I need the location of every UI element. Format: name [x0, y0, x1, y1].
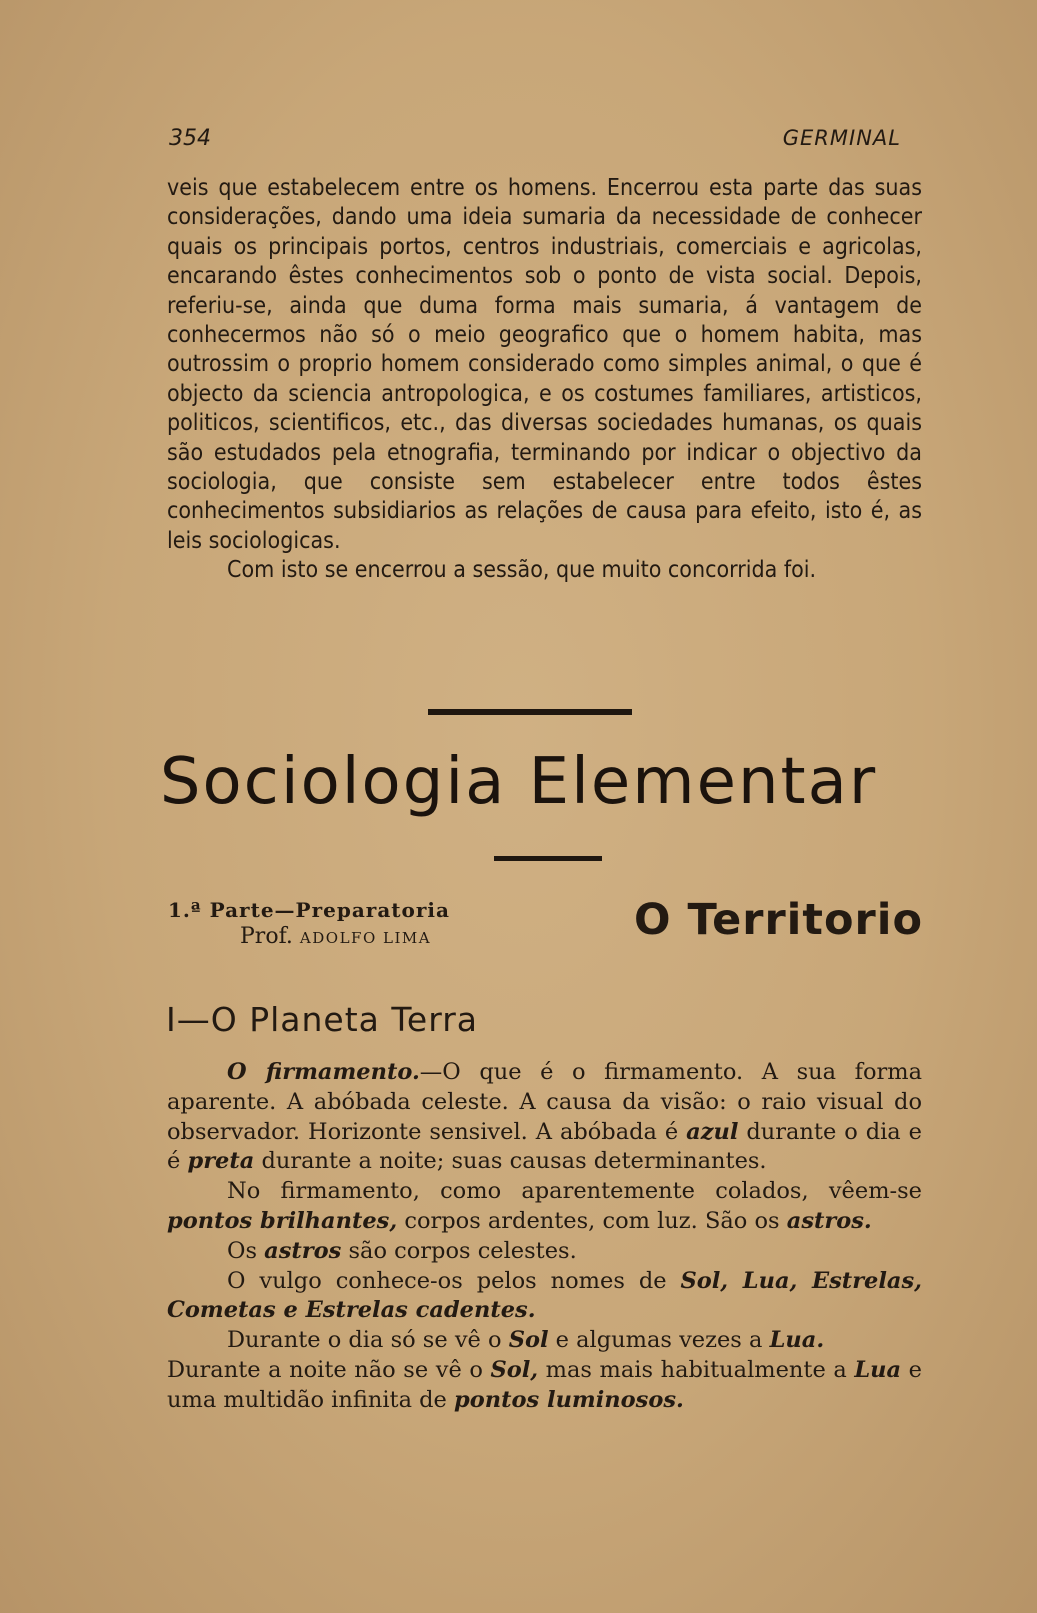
emphasis-term: Sol,: [490, 1356, 539, 1383]
emphasis-term: pontos luminosos.: [454, 1386, 684, 1413]
page-number: 354: [169, 126, 211, 151]
lesson-text-run: Os: [227, 1237, 265, 1264]
section-divider-top: [428, 709, 632, 715]
emphasis-term: Lua: [854, 1356, 902, 1383]
topic-title: O Territorio: [633, 895, 923, 945]
lesson-paragraph-celestes: [167, 1237, 922, 1267]
lesson-text-run: durante o dia e é: [167, 1118, 922, 1175]
section-title: Sociologia Elementar: [159, 745, 878, 819]
page-header: [169, 126, 909, 160]
lesson-text-run: durante a noite; suas causas determinantes.: [254, 1148, 767, 1175]
emphasis-term: Sol: [508, 1327, 549, 1354]
emphasis-term: pontos brilhantes,: [167, 1207, 398, 1234]
lesson-text-run: —O que é o firmamento. A sua forma aparente. A abóbada celeste. A causa da visão: o raio visual do observador. Horizonte sensivel. A abóbada é: [167, 1059, 922, 1145]
emphasis-term: azul: [686, 1118, 739, 1145]
lesson-text-run: e algumas vezes a: [548, 1327, 770, 1354]
author-name: ADOLFO LIMA: [299, 929, 432, 947]
lesson-paragraph-astros: [167, 1177, 922, 1237]
lesson-text-run: são corpos celestes.: [341, 1237, 577, 1264]
lesson-paragraph-firmamento: [167, 1058, 922, 1177]
lesson-text-run: O vulgo conhece-os pelos nomes de: [227, 1267, 681, 1294]
lesson-paragraph-vulgo: [167, 1267, 922, 1327]
lesson-text-run: Durante o dia só se vê o: [227, 1327, 509, 1354]
report-closing-paragraph: Com isto se encerrou a sessão, que muito concorrida foi.: [227, 557, 817, 584]
emphasis-term: preta: [187, 1148, 255, 1175]
lesson-text-run: mas mais habitualmente a: [538, 1356, 855, 1383]
emphasis-term: astros: [264, 1237, 342, 1264]
author-prefix: Prof.: [240, 924, 293, 949]
report-paragraph: veis que estabelecem entre os homens. Encerrou esta parte das suas considerações, dando uma ideia sumaria da necessidade de conhecer quais os principais portos, centros industriais, comerciais e agricolas, encarando êstes conhecimentos sob o ponto de vista social. Depois, referiu-se, ainda que duma forma mais sumaria, á vantagem de conhecermos não só o meio geografico que o homem habita, mas outrossim o proprio homem considerado como simples animal, o que é objecto da sciencia antropologica, e os costumes familiares, artisticos, politicos, scientificos, etc., das diversas sociedades humanas, os quais são estudados pela etnografia, terminando por indicar o objectivo da sociologia, que consiste sem estabelecer entre todos êstes conhecimentos subsidiarios as relações de causa para efeito, isto é, as leis sociologicas.: [167, 175, 922, 554]
part-label: 1.ª Parte—Preparatoria: [168, 898, 450, 922]
lesson-text-run: corpos ardentes, com luz. São os: [397, 1207, 787, 1234]
section-divider-bottom: [494, 856, 602, 861]
running-title: GERMINAL: [782, 126, 901, 150]
lesson-text: [167, 1058, 922, 1416]
lesson-lead-term: O firmamento.: [227, 1059, 420, 1085]
lesson-paragraph-noite: [167, 1356, 922, 1416]
lesson-paragraph-dia: [167, 1326, 922, 1356]
lesson-text-run: e uma multidão infinita de: [167, 1356, 922, 1413]
author-line: [240, 924, 431, 949]
emphasis-term: Sol, Lua, Estrelas, Cometas e Estrelas cadentes.: [167, 1267, 922, 1324]
lesson-text-run: Durante a noite não se vê o: [167, 1356, 491, 1383]
chapter-title: I—O Planeta Terra: [166, 1000, 478, 1039]
session-report-text: [167, 174, 922, 586]
emphasis-term: Lua.: [769, 1327, 825, 1354]
emphasis-term: astros.: [786, 1207, 872, 1234]
lesson-text-run: No firmamento, como aparentemente colados, vêem-se: [227, 1178, 922, 1205]
